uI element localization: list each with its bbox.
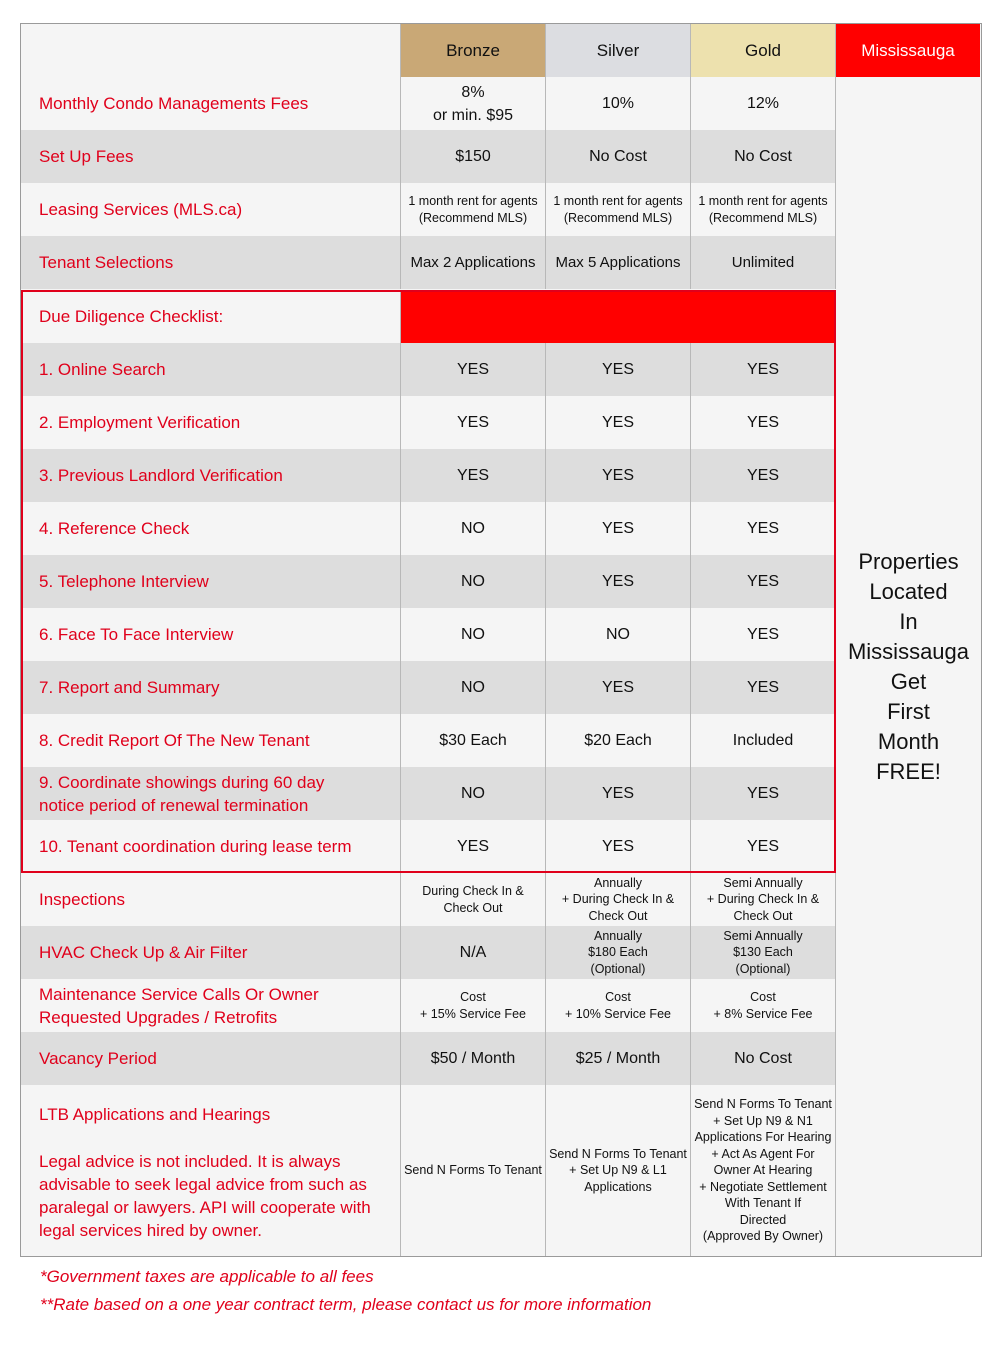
gold-value: YES [691,502,836,555]
bronze-value: YES [401,396,546,449]
table-row [21,767,836,820]
table-row [21,555,836,608]
silver-value: YES [546,661,691,714]
silver-value: YES [546,502,691,555]
bronze-value: $30 Each [401,714,546,767]
silver-value [546,873,691,926]
gold-value: Included [691,714,836,767]
promo-text [839,547,979,787]
silver-value: YES [546,555,691,608]
value-line: or min. $95 [432,106,514,124]
promo-line: Properties [858,548,959,574]
pricing-table [20,23,982,1257]
bronze-value: NO [401,661,546,714]
gold-value [691,979,836,1032]
value-line: (Optional) [735,961,791,976]
row-label: Due Diligence Checklist: [21,290,401,343]
gold-value: No Cost [691,1032,836,1085]
row-label: 6. Face To Face Interview [21,608,401,661]
table-row [21,502,836,555]
silver-value: Max 5 Applications [546,236,691,289]
bronze-value: NO [401,555,546,608]
row-label: 1. Online Search [21,343,401,396]
bronze-value: NO [401,608,546,661]
promo-line: Mississauga [847,638,970,664]
value-line: Annually [594,928,642,943]
bronze-value: $50 / Month [401,1032,546,1085]
bronze-value: N/A [401,926,546,979]
table-row [21,183,836,236]
label-line: Maintenance Service Calls Or Owner [39,984,319,1004]
value-line: + During Check In & [561,892,675,907]
gold-value: YES [691,449,836,502]
row-label: 4. Reference Check [21,502,401,555]
row-label [21,767,401,820]
row-label: Tenant Selections [21,236,401,289]
value-line: Check Out [443,900,503,915]
header-bronze: Bronze [401,24,546,77]
value-line: + During Check In & [706,892,820,907]
row-label [21,979,401,1032]
silver-value [546,1085,691,1256]
value-line: 8% [461,83,485,101]
silver-value: 10% [546,77,691,130]
bronze-value: $150 [401,130,546,183]
footnote-rate: **Rate based on a one year contract term, please contact us for more information [40,1295,652,1314]
table-row [21,608,836,661]
value-line: Check Out [588,908,648,923]
value-line: + 15% Service Fee [420,1006,526,1021]
row-label: 8. Credit Report Of The New Tenant [21,714,401,767]
silver-value: $20 Each [546,714,691,767]
table-row [21,979,836,1032]
ltb-title: LTB Applications and Hearings [39,1105,271,1124]
value-line: 1 month rent for agents [553,194,683,208]
value-line: (Optional) [590,961,646,976]
gold-value: YES [691,608,836,661]
section-bar [401,290,836,343]
value-line: $130 Each [733,945,793,960]
value-line: + 8% Service Fee [713,1006,813,1021]
bronze-value: Send N Forms To Tenant [401,1085,546,1256]
value-line: Semi Annually [723,875,803,890]
promo-line: Get [890,668,927,694]
promo-line: Month [877,728,940,754]
promo-line: In [899,608,918,634]
silver-value: YES [546,449,691,502]
table-row [21,290,836,343]
gold-value: YES [691,343,836,396]
bronze-value [401,979,546,1032]
table-row [21,820,836,873]
value-line: Check Out [733,908,793,923]
value-line: + 10% Service Fee [565,1006,671,1021]
table-row [21,661,836,714]
value-line: + Set Up N9 & N1 [713,1113,813,1128]
gold-value: YES [691,555,836,608]
silver-value: YES [546,767,691,820]
table-row [21,130,836,183]
value-line: During Check In & [422,884,524,898]
table-row [21,1085,836,1256]
row-label: HVAC Check Up & Air Filter [21,926,401,979]
value-line: + Act As Agent For [711,1146,815,1161]
gold-value: 12% [691,77,836,130]
value-line: (Recommend MLS) [418,210,528,225]
gold-value [691,873,836,926]
silver-value: NO [546,608,691,661]
header-region: Mississauga [836,24,980,77]
value-line: Semi Annually [723,928,803,943]
gold-value: YES [691,396,836,449]
silver-value: $25 / Month [546,1032,691,1085]
bronze-value [401,183,546,236]
gold-value: Unlimited [691,236,836,289]
value-line: Cost [605,990,631,1004]
value-line: + Set Up N9 & L1 [569,1163,667,1178]
row-label: Monthly Condo Managements Fees [21,77,401,130]
gold-value [691,183,836,236]
gold-value [691,1085,836,1256]
value-line: Cost [460,990,486,1004]
table-row [21,343,836,396]
bronze-value: YES [401,820,546,873]
bronze-value: YES [401,343,546,396]
bronze-value [401,873,546,926]
bronze-value: NO [401,767,546,820]
bronze-value: NO [401,502,546,555]
row-label: Inspections [21,873,401,926]
table-row [21,714,836,767]
value-line: 1 month rent for agents [698,194,828,208]
bronze-value: YES [401,449,546,502]
promo-line: Located [869,578,948,604]
row-label: 10. Tenant coordination during lease term [21,820,401,873]
gold-value: YES [691,820,836,873]
gold-value: No Cost [691,130,836,183]
value-line: Send N Forms To Tenant [694,1097,832,1112]
bronze-value: Max 2 Applications [401,236,546,289]
value-line: Cost [750,990,776,1004]
header-silver: Silver [546,24,691,77]
promo-line: FREE! [876,758,941,784]
value-line: Send N Forms To Tenant [549,1146,687,1161]
table-row [21,873,836,926]
table-row [21,236,836,289]
table-row [21,396,836,449]
row-label: 2. Employment Verification [21,396,401,449]
value-line: With Tenant If [724,1196,802,1211]
label-line: notice period of renewal termination [39,795,309,815]
value-line: Applications For Hearing [694,1130,832,1145]
gold-value [691,926,836,979]
row-label: 7. Report and Summary [21,661,401,714]
table-row [21,77,836,130]
row-label: Set Up Fees [21,130,401,183]
value-line: (Approved By Owner) [702,1229,824,1244]
row-label: 3. Previous Landlord Verification [21,449,401,502]
value-line: (Recommend MLS) [563,210,673,225]
label-line: 9. Coordinate showings during 60 day [39,772,325,792]
silver-value: YES [546,396,691,449]
value-line: Applications [584,1179,652,1194]
silver-value [546,926,691,979]
value-line: $180 Each [588,945,648,960]
value-line: Directed [739,1212,787,1227]
bronze-value [401,77,546,130]
promo-line: First [887,698,930,724]
row-label [21,1085,401,1256]
value-line: Annually [594,875,642,890]
footnote-taxes: *Government taxes are applicable to all fees [40,1267,374,1286]
table-row [21,926,836,979]
promo-column [836,77,981,1256]
table-row [21,1032,836,1085]
value-line: + Negotiate Settlement [699,1179,827,1194]
silver-value: YES [546,343,691,396]
silver-value [546,979,691,1032]
legal-note: Legal advice is not included. It is always advisable to seek legal advice from such as paralegal or lawyers. API will cooperate with legal services hired by owner. [39,1152,371,1240]
silver-value: No Cost [546,130,691,183]
table-row [21,449,836,502]
row-label: Leasing Services (MLS.ca) [21,183,401,236]
value-line: (Recommend MLS) [708,210,818,225]
silver-value [546,183,691,236]
value-line: 1 month rent for agents [408,194,538,208]
header-gold: Gold [691,24,836,77]
row-label: Vacancy Period [21,1032,401,1085]
value-line: Owner At Hearing [713,1163,813,1178]
header-row [21,24,980,77]
label-line: Requested Upgrades / Retrofits [39,1007,278,1027]
row-label: 5. Telephone Interview [21,555,401,608]
gold-value: YES [691,767,836,820]
header-blank [21,24,401,77]
silver-value: YES [546,820,691,873]
gold-value: YES [691,661,836,714]
